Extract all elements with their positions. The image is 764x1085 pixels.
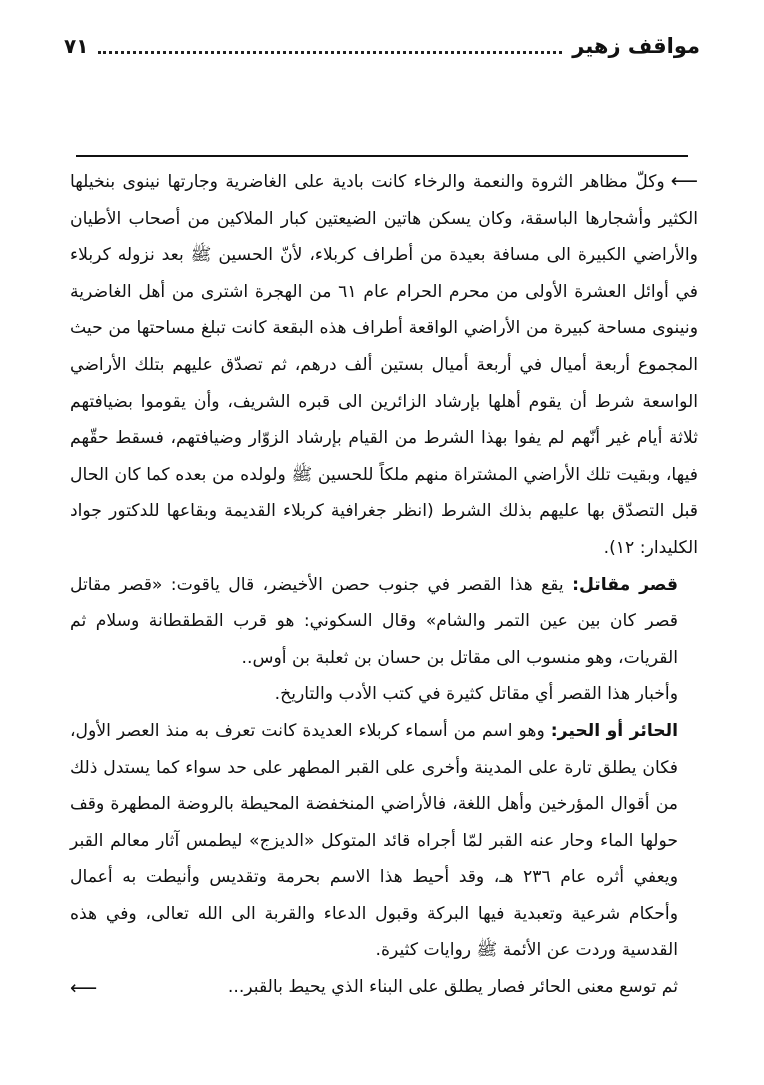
header-title: مواقف زهير: [572, 34, 700, 58]
term-qasr-muqatil: قصر مقاتل:: [572, 574, 678, 595]
paragraph-3-text: وأخبار هذا القصر أي مقاتل كثيرة في كتب الأدب والتاريخ.: [274, 684, 678, 705]
paragraph-2-text: يقع هذا القصر في جنوب حصن الأخيضر، قال ياقوت: «قصر مقاتل قصر كان بين عين التمر والشام» وقال السكوني: هو قرب القطقطانة وسلام ثم القريات، وهو منسوب الى مقاتل بن حسان بن ثعلبة بن أوس..: [70, 574, 678, 668]
footnote-paragraph-1: [70, 163, 698, 567]
header-dot-leader: [98, 51, 562, 54]
paragraph-1-text: وكلّ مظاهر الثروة والنعمة والرخاء كانت بادية على الغاضرية وجارتها نينوى بنخيلها الكثير وأشجارها الباسقة، وكان يسكن هاتين الضيعتين كبار الملاكين من أصحاب الأطيان والأراضي الكبيرة الى مسافة بعيدة من أطراف كربلاء، لأنّ الحسين ﷺ بعد نزوله كربلاء في أوائل العشرة الأولى من محرم الحرام عام ٦١ من الهجرة اشترى من أهل الغاضرية ونينوى مساحة كبيرة من الأراضي الواقعة أطراف هذه البقعة كانت تبلغ مساحتها من حيث المجموع أربعة أميال في أربعة أميال بستين ألف درهم، ثم تصدّق عليهم بتلك الأراضي الواسعة شرط أن يقوم أهلها بإرشاد الزائرين الى قبره الشريف، وأن يقوموا بضيافتهم ثلاثة أيام غير أنّهم لم يفوا بهذا الشرط من القيام بإرشاد الزوّار وضيافتهم، فسقط حقّهم فيها، وبقيت تلك الأراضي المشتراة منهم ملكاً للحسين ﷺ ولولده من بعده كما كان الحال قبل التصدّق بها عليهم بذلك الشرط (انظر جغرافية كربلاء القديمة وبقاعها للدكتور جواد الكليدار: ١٢).: [70, 172, 698, 558]
page-number: ٧١: [64, 34, 89, 58]
paragraph-4-text: وهو اسم من أسماء كربلاء العديدة كانت تعرف به منذ العصر الأول، فكان يطلق تارة على المدينة وأخرى على القبر المطهر على حد سواء كما يستدل ذلك من أقوال المؤرخين وأهل اللغة، فالأراضي المنخفضة المحيطة بالروضة المطهرة وقف حولها الماء وحار عنه القبر لمّا أجراه قائد المتوكل «الديزج» ليطمس آثار معالم القبر ويعفي أثره عام ٢٣٦ هـ، وقد أحيط هذا الاسم بحرمة وتقديس وأنيطت به أعمال وأحكام شرعية وتعبدية فيها البركة وقبول الدعاء والقربة الى الله تعالى، وفي هذه القدسية وردت عن الأئمة ﷺ روايات كثيرة.: [70, 720, 678, 961]
footnote-separator: [76, 155, 688, 157]
footnote-paragraph-2: [70, 567, 698, 677]
footnote-paragraph-4: [70, 713, 698, 969]
next-page-arrow-icon: ⟵: [70, 977, 98, 1000]
footnote-paragraph-3: [70, 676, 698, 713]
footnote-paragraph-5: [70, 969, 698, 1006]
continuation-arrow-icon: ⟵: [670, 170, 698, 192]
term-al-hair: الحائر أو الحير:: [550, 720, 679, 741]
paragraph-5-text: ثم توسع معنى الحائر فصار يطلق على البناء الذي يحيط بالقبر...: [227, 977, 678, 998]
footnote-body: [70, 163, 698, 1007]
running-header: [64, 26, 700, 66]
